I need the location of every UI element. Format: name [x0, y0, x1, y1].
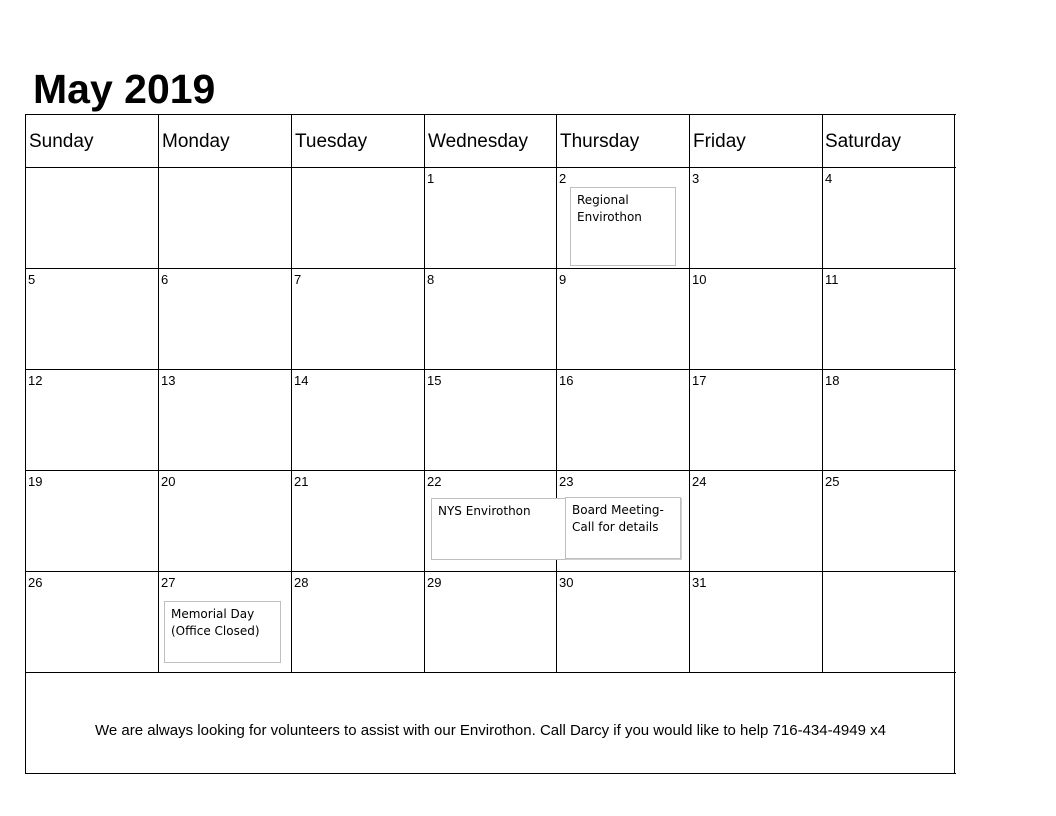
date-number: 7: [294, 272, 302, 287]
date-number: 28: [294, 575, 309, 590]
grid-line: [25, 470, 956, 471]
date-number: 30: [559, 575, 574, 590]
grid-line: [424, 114, 425, 673]
weekday-saturday: Saturday: [825, 131, 902, 152]
date-number: 11: [825, 272, 839, 287]
weekday-monday: Monday: [162, 131, 230, 152]
date-number: 27: [161, 575, 176, 590]
date-number: 13: [161, 373, 176, 388]
grid-line: [25, 114, 956, 115]
event-regional-envirothon: [570, 187, 676, 266]
event-board-meeting: [565, 497, 681, 559]
date-number: 23: [559, 474, 574, 489]
date-number: 19: [28, 474, 43, 489]
grid-line: [25, 114, 26, 774]
date-number: 25: [825, 474, 840, 489]
weekday-thursday: Thursday: [560, 131, 640, 152]
event-line: Board Meeting-: [572, 503, 664, 517]
volunteer-note-text: We are always looking for volunteers to assist with our Envirothon. Call Darcy if you would like to help 716-434-4949 x4: [95, 722, 886, 739]
date-number: 15: [427, 373, 442, 388]
date-number: 12: [28, 373, 43, 388]
date-number: 18: [825, 373, 840, 388]
grid-line: [25, 571, 956, 572]
page-title: May 2019: [33, 66, 216, 112]
date-number: 9: [559, 272, 567, 287]
grid-line: [25, 167, 956, 168]
date-number: 29: [427, 575, 442, 590]
date-number: 6: [161, 272, 169, 287]
volunteer-note: [25, 686, 956, 775]
event-line: Call for details: [572, 520, 659, 534]
date-number: 4: [825, 171, 833, 186]
grid-line: [954, 114, 955, 774]
weekday-wednesday: Wednesday: [428, 131, 528, 152]
grid-line: [689, 114, 690, 673]
date-number: 22: [427, 474, 442, 489]
date-number: 8: [427, 272, 435, 287]
date-number: 26: [28, 575, 43, 590]
date-number: 10: [692, 272, 707, 287]
weekday-tuesday: Tuesday: [295, 131, 368, 152]
grid-line: [291, 114, 292, 673]
event-line: Envirothon: [577, 210, 642, 224]
grid-line: [25, 672, 956, 673]
date-number: 17: [692, 373, 707, 388]
date-number: 5: [28, 272, 36, 287]
weekday-sunday: Sunday: [29, 131, 94, 152]
grid-line: [25, 369, 956, 370]
date-number: 14: [294, 373, 309, 388]
grid-line: [822, 114, 823, 673]
event-memorial-day: [164, 601, 281, 663]
calendar-grid: [25, 114, 956, 775]
date-number: 24: [692, 474, 707, 489]
date-number: 3: [692, 171, 700, 186]
grid-line: [158, 114, 159, 673]
date-number: 31: [692, 575, 707, 590]
date-number: 20: [161, 474, 176, 489]
date-number: 2: [559, 171, 567, 186]
grid-line: [556, 114, 557, 673]
event-line: (Office Closed): [171, 624, 260, 638]
weekday-friday: Friday: [693, 131, 746, 152]
event-line: Memorial Day: [171, 607, 255, 621]
event-line: Regional: [577, 193, 629, 207]
date-number: 1: [427, 171, 435, 186]
date-number: 16: [559, 373, 574, 388]
date-number: 21: [294, 474, 309, 489]
grid-line: [25, 268, 956, 269]
event-line: NYS Envirothon: [438, 504, 531, 518]
